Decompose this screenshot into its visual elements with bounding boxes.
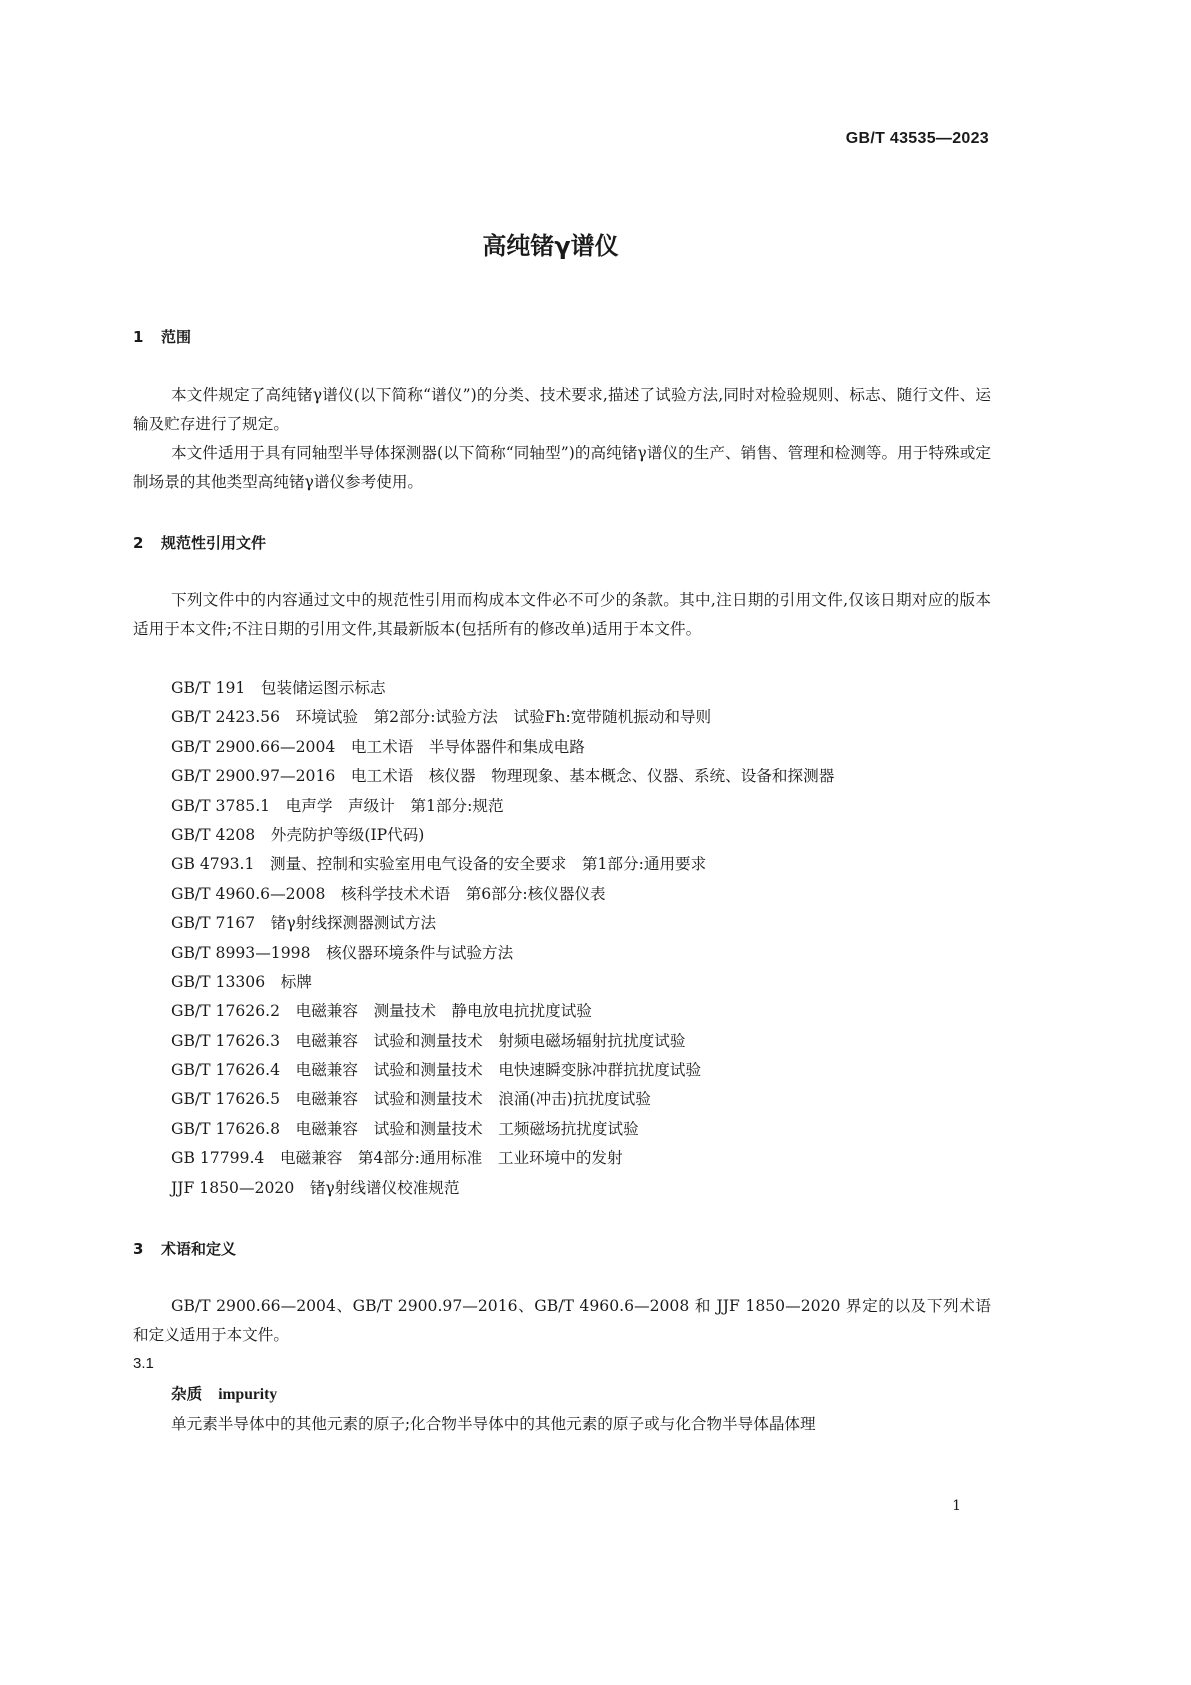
reference-item: GB 4793.1 测量、控制和实验室用电气设备的安全要求 第1部分:通用要求 <box>171 855 707 874</box>
term-name <box>171 1382 277 1404</box>
reference-item: GB/T 4960.6—2008 核科学技术术语 第6部分:核仪器仪表 <box>171 884 606 903</box>
term-name-en: impurity <box>218 1386 278 1403</box>
reference-item: JJF 1850—2020 锗γ射线谱仪校准规范 <box>171 1178 460 1197</box>
reference-item: GB/T 2900.97—2016 电工术语 核仪器 物理现象、基本概念、仪器、系统、设备和探测器 <box>171 767 835 786</box>
terms-intro-paragraph: GB/T 2900.66—2004、GB/T 2900.97—2016、GB/T 4960.6—2008 和 JJF 1850—2020 界定的以及下列术语和定义适用于本文件。 <box>133 1297 991 1344</box>
reference-item: GB/T 2423.56 环境试验 第2部分:试验方法 试验Fh:宽带随机振动和导则 <box>171 708 712 727</box>
reference-list <box>171 674 834 1203</box>
section-title: 术语和定义 <box>161 1240 237 1258</box>
section-2-heading <box>133 532 266 553</box>
standard-code: GB/T 43535—2023 <box>845 130 989 147</box>
reference-item: GB/T 7167 锗γ射线探测器测试方法 <box>171 914 437 933</box>
reference-item: GB/T 17626.8 电磁兼容 试验和测量技术 工频磁场抗扰度试验 <box>171 1119 639 1138</box>
reference-item: GB/T 17626.5 电磁兼容 试验和测量技术 浪涌(冲击)抗扰度试验 <box>171 1090 651 1109</box>
section-number: 3 <box>133 1240 144 1258</box>
reference-item: GB/T 13306 标牌 <box>171 972 312 991</box>
document-title: 高纯锗γ谱仪 <box>482 232 619 260</box>
term-definition: 单元素半导体中的其他元素的原子;化合物半导体中的其他元素的原子或与化合物半导体晶体理 <box>171 1415 816 1433</box>
reference-item: GB/T 17626.4 电磁兼容 试验和测量技术 电快速瞬变脉冲群抗扰度试验 <box>171 1061 702 1080</box>
term-number: 3.1 <box>133 1355 154 1372</box>
reference-item: GB 17799.4 电磁兼容 第4部分:通用标准 工业环境中的发射 <box>171 1149 623 1168</box>
section-1-heading <box>133 326 191 347</box>
reference-item: GB/T 8993—1998 核仪器环境条件与试验方法 <box>171 943 514 962</box>
reference-item: GB/T 191 包装储运图示标志 <box>171 679 386 697</box>
reference-item: GB/T 4208 外壳防护等级(IP代码) <box>171 825 425 844</box>
reference-item: GB/T 17626.2 电磁兼容 测量技术 静电放电抗扰度试验 <box>171 1002 592 1021</box>
section-title: 规范性引用文件 <box>161 534 267 552</box>
section-title: 范围 <box>161 328 192 346</box>
section-number: 1 <box>133 328 144 346</box>
scope-paragraph-1: 本文件规定了高纯锗γ谱仪(以下简称“谱仪”)的分类、技术要求,描述了试验方法,同时对检验规则、标志、随行文件、运输及贮存进行了规定。 <box>133 386 991 433</box>
term-name-cn: 杂质 <box>171 1384 203 1403</box>
reference-item: GB/T 2900.66—2004 电工术语 半导体器件和集成电路 <box>171 737 585 756</box>
reference-item: GB/T 17626.3 电磁兼容 试验和测量技术 射频电磁场辐射抗扰度试验 <box>171 1031 686 1050</box>
section-number: 2 <box>133 534 144 552</box>
page-number: 1 <box>952 1498 961 1514</box>
section-3-heading <box>133 1238 236 1259</box>
reference-item: GB/T 3785.1 电声学 声级计 第1部分:规范 <box>171 796 504 815</box>
normative-references-intro: 下列文件中的内容通过文中的规范性引用而构成本文件必不可少的条款。其中,注日期的引用文件,仅该日期对应的版本适用于本文件;不注日期的引用文件,其最新版本(包括所有的修改单)适用于本文件。 <box>133 591 991 638</box>
scope-paragraph-2: 本文件适用于具有同轴型半导体探测器(以下简称“同轴型”)的高纯锗γ谱仪的生产、销售、管理和检测等。用于特殊或定制场景的其他类型高纯锗γ谱仪参考使用。 <box>133 444 991 491</box>
